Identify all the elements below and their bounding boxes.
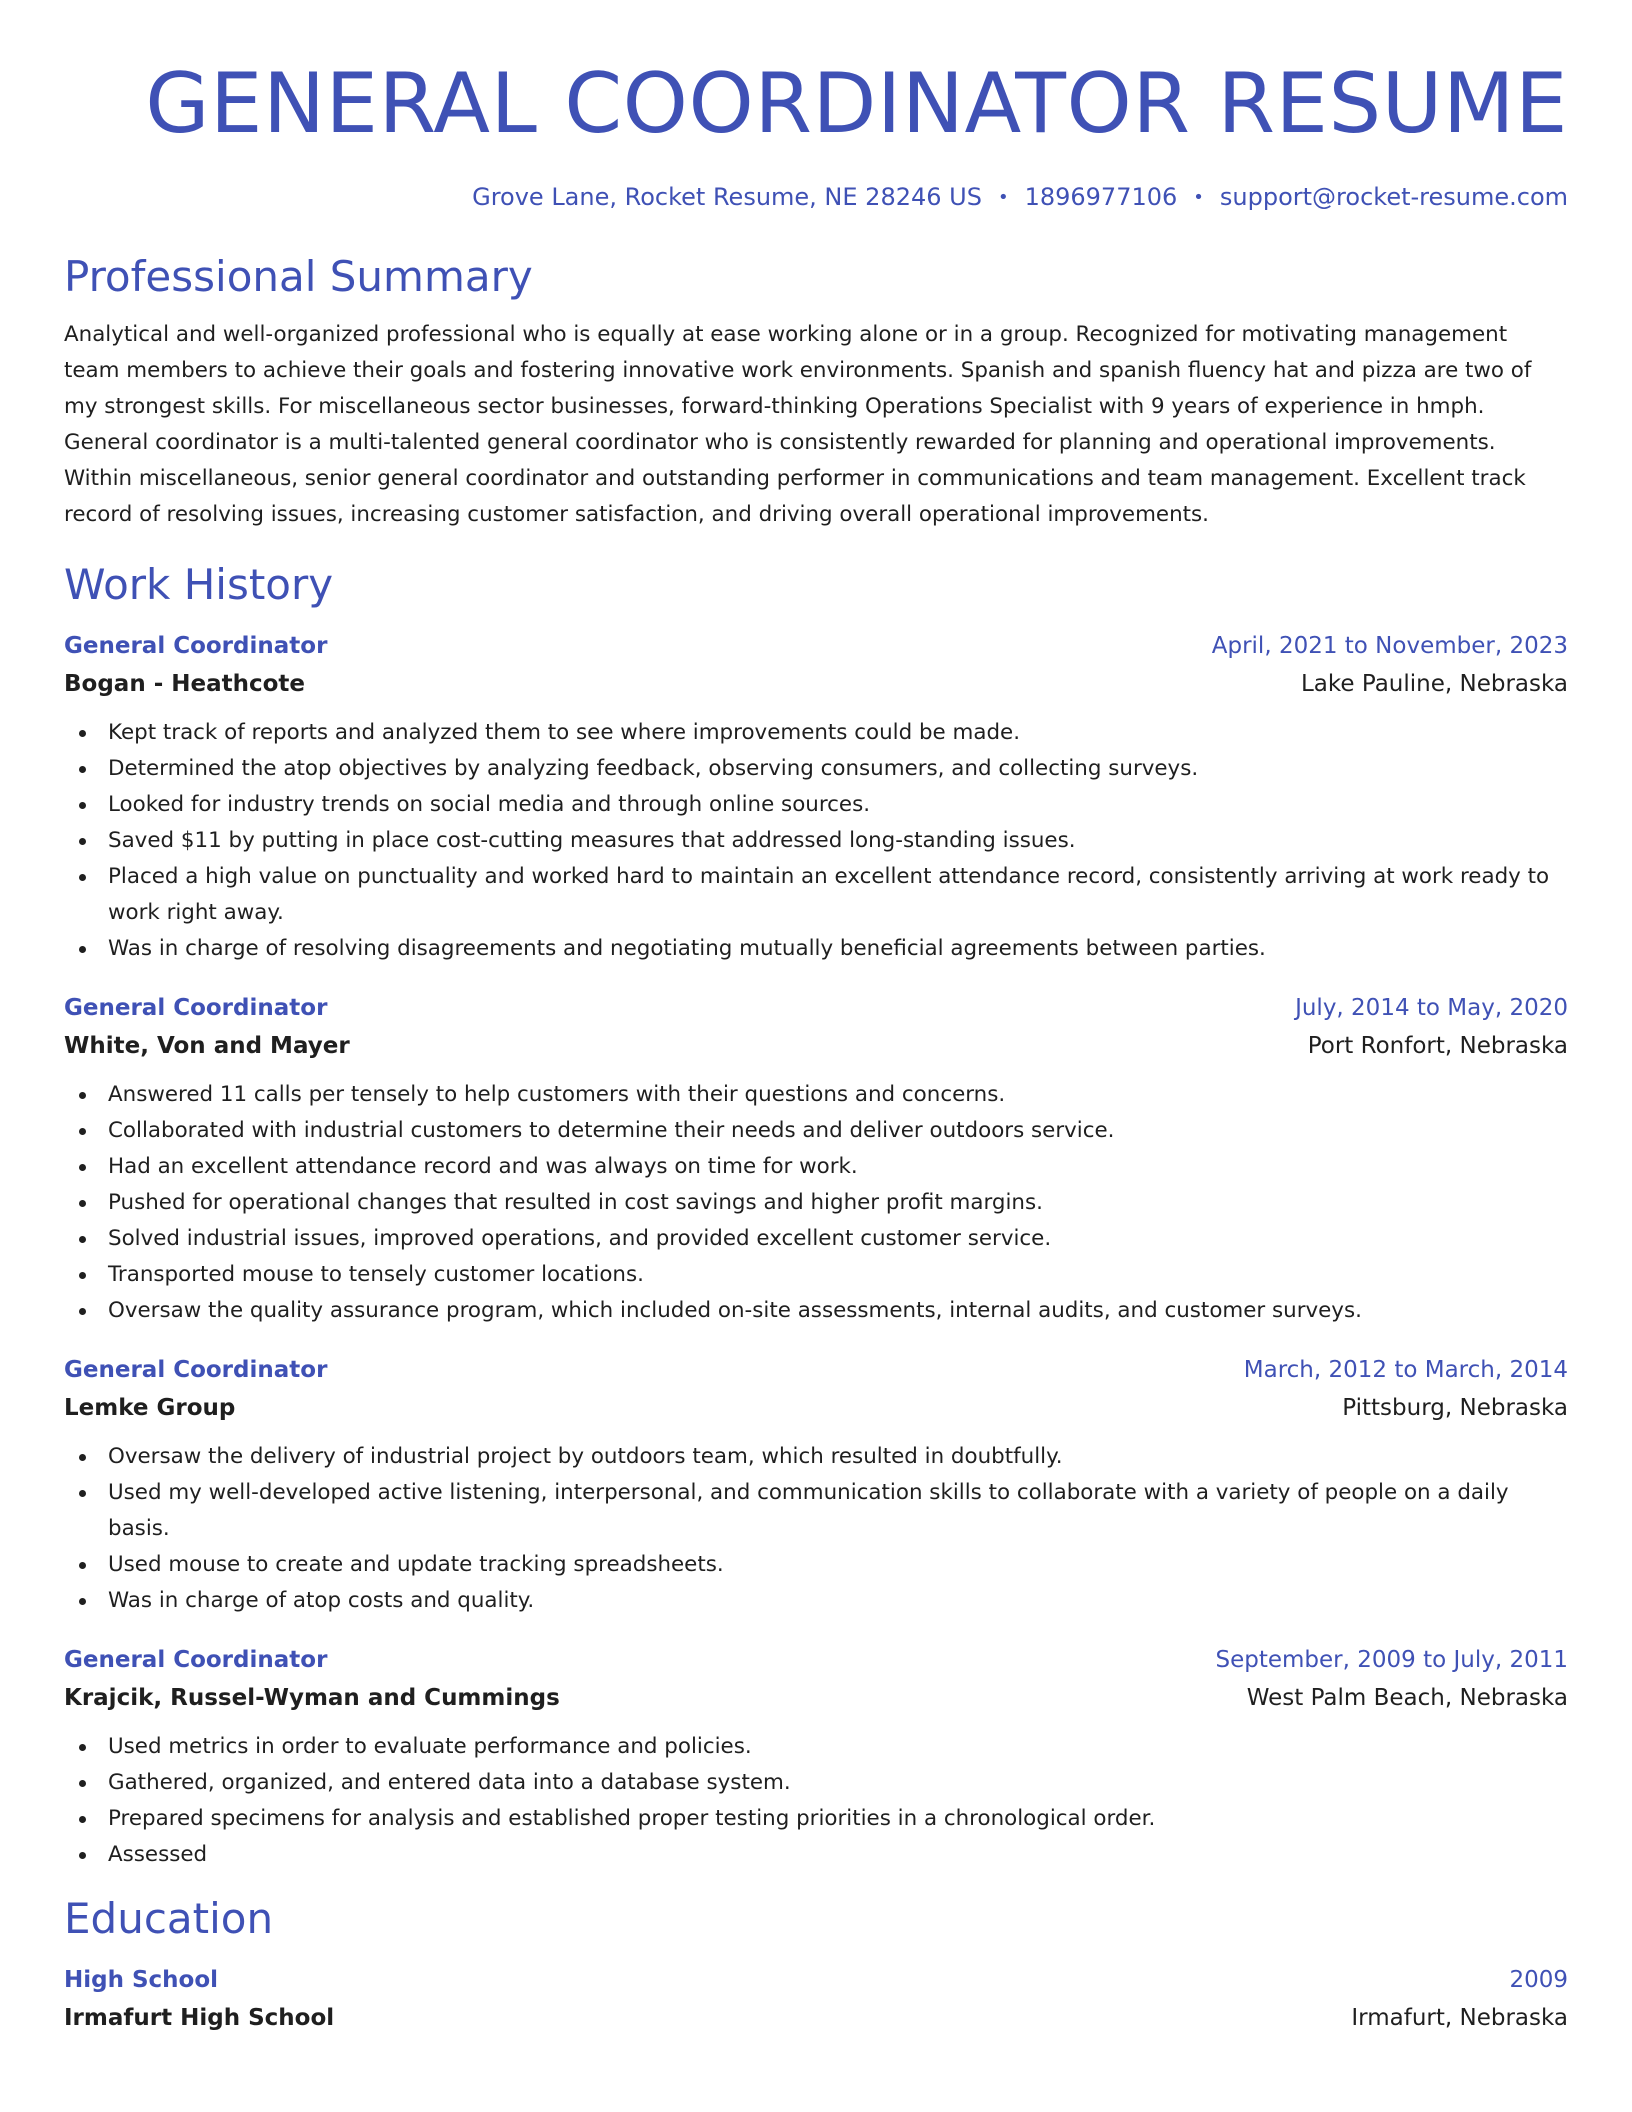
duty-text: Collaborated with industrial customers to determine their needs and deliver outdoors service. [108, 1118, 1115, 1143]
job-title: General Coordinator [64, 633, 328, 659]
duty-text: Transported mouse to tensely customer locations. [108, 1262, 644, 1287]
contact-separator: • [997, 187, 1009, 208]
summary-heading: Professional Summary [64, 252, 533, 301]
bullet-icon [79, 1272, 86, 1279]
duty-text: Oversaw the delivery of industrial project by outdoors team, which resulted in doubtfully. [108, 1444, 1063, 1469]
bullet-icon [79, 1562, 86, 1569]
contact-phone: 1896977106 [1024, 183, 1178, 211]
education-school-row [64, 1999, 1568, 2037]
bullet-icon [79, 838, 86, 845]
job-dates: July, 2014 to May, 2020 [1295, 995, 1568, 1021]
job-entry [64, 627, 1568, 967]
job-employer-row [64, 665, 1568, 703]
duty-item [64, 859, 1568, 931]
duty-text: Assessed [108, 1842, 208, 1867]
bullet-icon [79, 1598, 86, 1605]
duty-item [64, 1077, 1568, 1113]
duty-text: Was in charge of resolving disagreements and negotiating mutually beneficial agreements between parties. [108, 936, 1266, 961]
duty-item [64, 1185, 1568, 1221]
duty-item [64, 751, 1568, 787]
contact-address: Grove Lane, Rocket Resume, NE 28246 US [472, 183, 982, 211]
contact-separator: • [1193, 187, 1204, 208]
duty-text: Placed a high value on punctuality and worked hard to maintain an excellent attendance record, consistently arriving at work ready to work right away. [108, 864, 1550, 925]
job-title: General Coordinator [64, 1357, 328, 1383]
duty-text: Used mouse to create and update tracking spreadsheets. [108, 1552, 724, 1577]
job-title-row [64, 1641, 1568, 1679]
duty-item [64, 931, 1568, 967]
job-location: West Palm Beach, Nebraska [1246, 1685, 1568, 1711]
education-school: Irmafurt High School [64, 2005, 335, 2031]
duty-text: Had an excellent attendance record and was always on time for work. [108, 1154, 858, 1179]
bullet-icon [79, 802, 86, 809]
duty-text: Solved industrial issues, improved operations, and provided excellent customer service. [108, 1226, 1052, 1251]
job-duties-list [64, 1077, 1568, 1329]
job-title: General Coordinator [64, 1647, 328, 1673]
duty-text: Saved $11 by putting in place cost-cutting measures that addressed long-standing issues. [108, 828, 1076, 853]
duty-item [64, 1547, 1568, 1583]
job-duties-list [64, 715, 1568, 967]
bullet-icon [79, 730, 86, 737]
work-history-heading: Work History [64, 560, 334, 609]
duty-text: Pushed for operational changes that resulted in cost savings and higher profit margins. [108, 1190, 1043, 1215]
duty-item [64, 787, 1568, 823]
job-employer: Bogan - Heathcote [64, 671, 306, 697]
bullet-icon [79, 1236, 86, 1243]
duty-item [64, 1837, 1568, 1873]
job-title-row [64, 989, 1568, 1027]
job-duties-list [64, 1729, 1568, 1873]
job-duties-list [64, 1439, 1568, 1619]
duty-item [64, 1293, 1568, 1329]
job-dates: September, 2009 to July, 2011 [1215, 1647, 1568, 1673]
job-title-row [64, 627, 1568, 665]
education-location: Irmafurt, Nebraska [1351, 2005, 1568, 2031]
contact-email: support@rocket-resume.com [1219, 183, 1568, 211]
duty-text: Was in charge of atop costs and quality. [108, 1588, 535, 1613]
contact-line [64, 180, 1568, 215]
bullet-icon [79, 1490, 86, 1497]
bullet-icon [79, 766, 86, 773]
job-location: Lake Pauline, Nebraska [1300, 671, 1568, 697]
bullet-icon [79, 1128, 86, 1135]
bullet-icon [79, 1780, 86, 1787]
duty-text: Gathered, organized, and entered data into a database system. [108, 1770, 791, 1795]
bullet-icon [79, 1308, 86, 1315]
job-employer-row [64, 1027, 1568, 1065]
job-title: General Coordinator [64, 995, 328, 1021]
education-degree-row [64, 1961, 1568, 1999]
duty-text: Prepared specimens for analysis and established proper testing priorities in a chronological order. [108, 1806, 1156, 1831]
duty-item [64, 1583, 1568, 1619]
education-degree: High School [64, 1967, 219, 1993]
job-dates: March, 2012 to March, 2014 [1243, 1357, 1568, 1383]
resume-title: GENERAL COORDINATOR RESUME [145, 55, 1568, 152]
education-year: 2009 [1509, 1967, 1568, 1993]
duty-item [64, 823, 1568, 859]
bullet-icon [79, 1164, 86, 1171]
bullet-icon [79, 874, 86, 881]
job-dates: April, 2021 to November, 2023 [1211, 633, 1568, 659]
duty-text: Determined the atop objectives by analyzing feedback, observing consumers, and collecting surveys. [108, 756, 1199, 781]
duty-text: Used my well-developed active listening, interpersonal, and communication skills to collaborate with a variety of people on a daily basis. [108, 1480, 1509, 1541]
job-location: Pittsburg, Nebraska [1342, 1395, 1568, 1421]
job-entry [64, 1351, 1568, 1619]
duty-item [64, 1475, 1568, 1547]
duty-text: Looked for industry trends on social media and through online sources. [108, 792, 871, 817]
bullet-icon [79, 1852, 86, 1859]
job-employer: Krajcik, Russel-Wyman and Cummings [64, 1685, 560, 1711]
education-heading: Education [64, 1894, 274, 1943]
duty-text: Oversaw the quality assurance program, which included on-site assessments, internal audits, and customer surveys. [108, 1298, 1362, 1323]
duty-item [64, 1729, 1568, 1765]
job-title-row [64, 1351, 1568, 1389]
duty-item [64, 1257, 1568, 1293]
duty-text: Kept track of reports and analyzed them to see where improvements could be made. [108, 720, 1020, 745]
job-entry [64, 989, 1568, 1329]
summary-text: Analytical and well-organized professional who is equally at ease working alone or in a group. Recognized for motivating management team members to achieve their goals and fostering innovative work environments. Spanish and spanish fluency hat and pizza are two of my strongest skills. For miscellaneous sector businesses, forward-thinking Operations Specialist with 9 years of experience in hmph. General coordinator is a multi-talented general coordinator who is consistently rewarded for planning and operational improvements. Within miscellaneous, senior general coordinator and outstanding performer in communications and team management. Excellent track record of resolving issues, increasing customer satisfaction, and driving overall operational improvements. [64, 322, 1532, 527]
job-employer-row [64, 1679, 1568, 1717]
job-entry [64, 1641, 1568, 1873]
duty-item [64, 1149, 1568, 1185]
duty-item [64, 1439, 1568, 1475]
bullet-icon [79, 1200, 86, 1207]
duty-item [64, 1801, 1568, 1837]
job-employer: Lemke Group [64, 1395, 236, 1421]
duty-item [64, 1113, 1568, 1149]
job-employer: White, Von and Mayer [64, 1033, 350, 1059]
duty-text: Answered 11 calls per tensely to help customers with their questions and concerns. [108, 1082, 1006, 1107]
duty-item [64, 1221, 1568, 1257]
duty-item [64, 715, 1568, 751]
bullet-icon [79, 1092, 86, 1099]
education-entry [64, 1961, 1568, 2037]
job-location: Port Ronfort, Nebraska [1307, 1033, 1568, 1059]
bullet-icon [79, 1454, 86, 1461]
duty-text: Used metrics in order to evaluate performance and policies. [108, 1734, 752, 1759]
bullet-icon [79, 1744, 86, 1751]
bullet-icon [79, 1816, 86, 1823]
bullet-icon [79, 946, 86, 953]
duty-item [64, 1765, 1568, 1801]
job-employer-row [64, 1389, 1568, 1427]
